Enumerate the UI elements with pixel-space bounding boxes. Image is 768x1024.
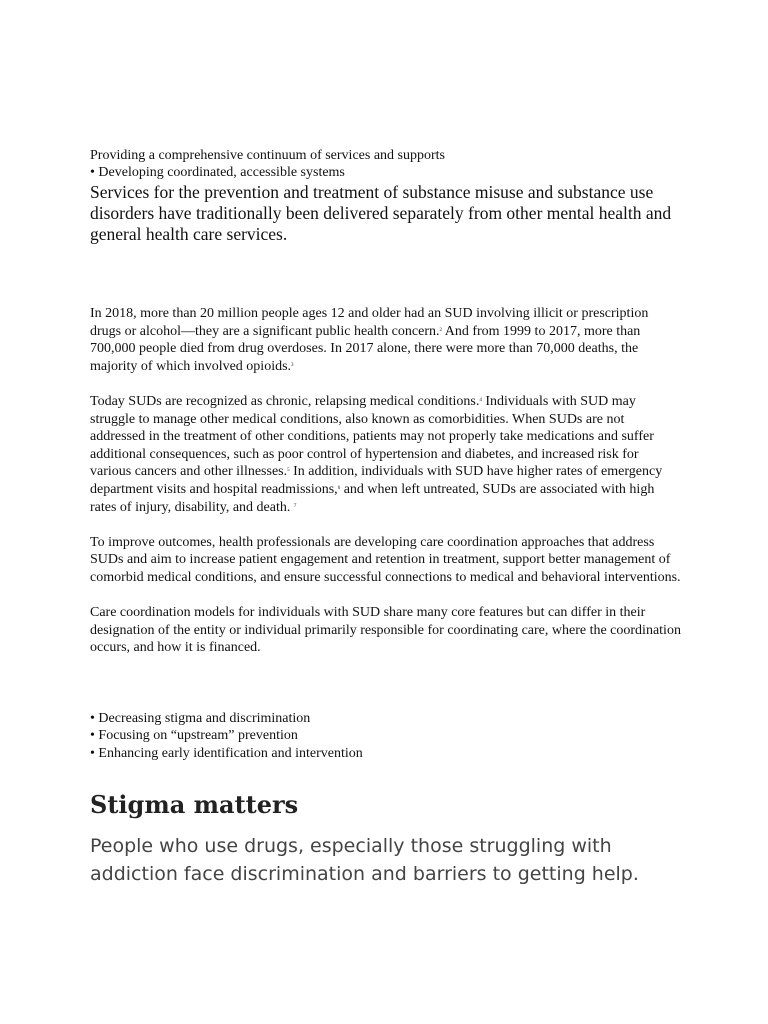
paragraph-chronic-conditions — [90, 393, 682, 516]
footnote-ref: 6 — [337, 485, 341, 491]
stigma-tagline: People who use drugs, especially those struggling with addiction face discrimination and barriers to getting help. — [90, 834, 639, 885]
section-subtitle: Providing a comprehensive continuum of services and supports — [90, 148, 445, 163]
footnote-ref: 5 — [287, 468, 290, 474]
subsection-bullet: • Developing coordinated, accessible systems — [90, 165, 345, 180]
paragraph-text: And from 1999 to 2017, more than 700,000 people died from drug overdoses. In 2017 alone, there were more than 70,000 deaths, the majority of which involved opioids. — [90, 323, 641, 374]
paragraph-coordination-models — [90, 604, 682, 657]
footnote-ref: 4 — [479, 397, 482, 403]
document-page — [90, 0, 690, 888]
bullet-item: • Enhancing early identification and intervention — [90, 746, 363, 762]
footnote-ref: 2 — [439, 327, 442, 333]
paragraph-text: Care coordination models for individuals with SUD share many core features but can differ in their designation of the entity or individual primarily responsible for coordinating care, where the coordination occurs, and how it is financed. — [90, 605, 681, 656]
paragraph-text: Individuals with SUD may struggle to manage other medical conditions, also known as comorbidities. When SUDs are not addressed in the treatment of other conditions, patients may not properly take medications and suffer additional consequences, such as poor control of hypertension and diabetes, and increased risk for various cancers and other illnesses. — [90, 393, 654, 480]
paragraph-text: To improve outcomes, health professionals are developing care coordination approaches that address SUDs and aim to increase patient engagement and retention in treatment, support better management of comorbid medical conditions, and ensure successful connections to medical and behavioral interventions. — [90, 534, 681, 585]
bullet-item: • Focusing on “upstream” prevention — [90, 728, 298, 744]
paragraph-text: and when left untreated, SUDs are associated with high rates of injury, disability, and death. — [90, 481, 655, 515]
bullet-item: • Decreasing stigma and discrimination — [90, 710, 311, 726]
paragraph-text: In 2018, more than 20 million people ages 12 and older had an SUD involving illicit or prescription drugs or alcohol—they are a significant public health concern. — [90, 306, 649, 339]
paragraph-sud-statistics — [90, 305, 682, 375]
lead-paragraph: Services for the prevention and treatment of substance misuse and substance use disorders have traditionally been delivered separately from other mental health and general health care services. — [90, 182, 672, 244]
paragraph-text: In addition, individuals with SUD have higher rates of emergency department visits and hospital readmissions, — [90, 464, 663, 497]
footnote-ref: 7 — [293, 503, 297, 509]
paragraph-care-coordination — [90, 534, 682, 587]
strategy-bullet-list — [90, 710, 690, 763]
stigma-heading: Stigma matters — [90, 789, 299, 819]
paragraph-text: Today SUDs are recognized as chronic, relapsing medical conditions. — [90, 393, 480, 409]
footnote-ref: 3 — [291, 362, 294, 368]
